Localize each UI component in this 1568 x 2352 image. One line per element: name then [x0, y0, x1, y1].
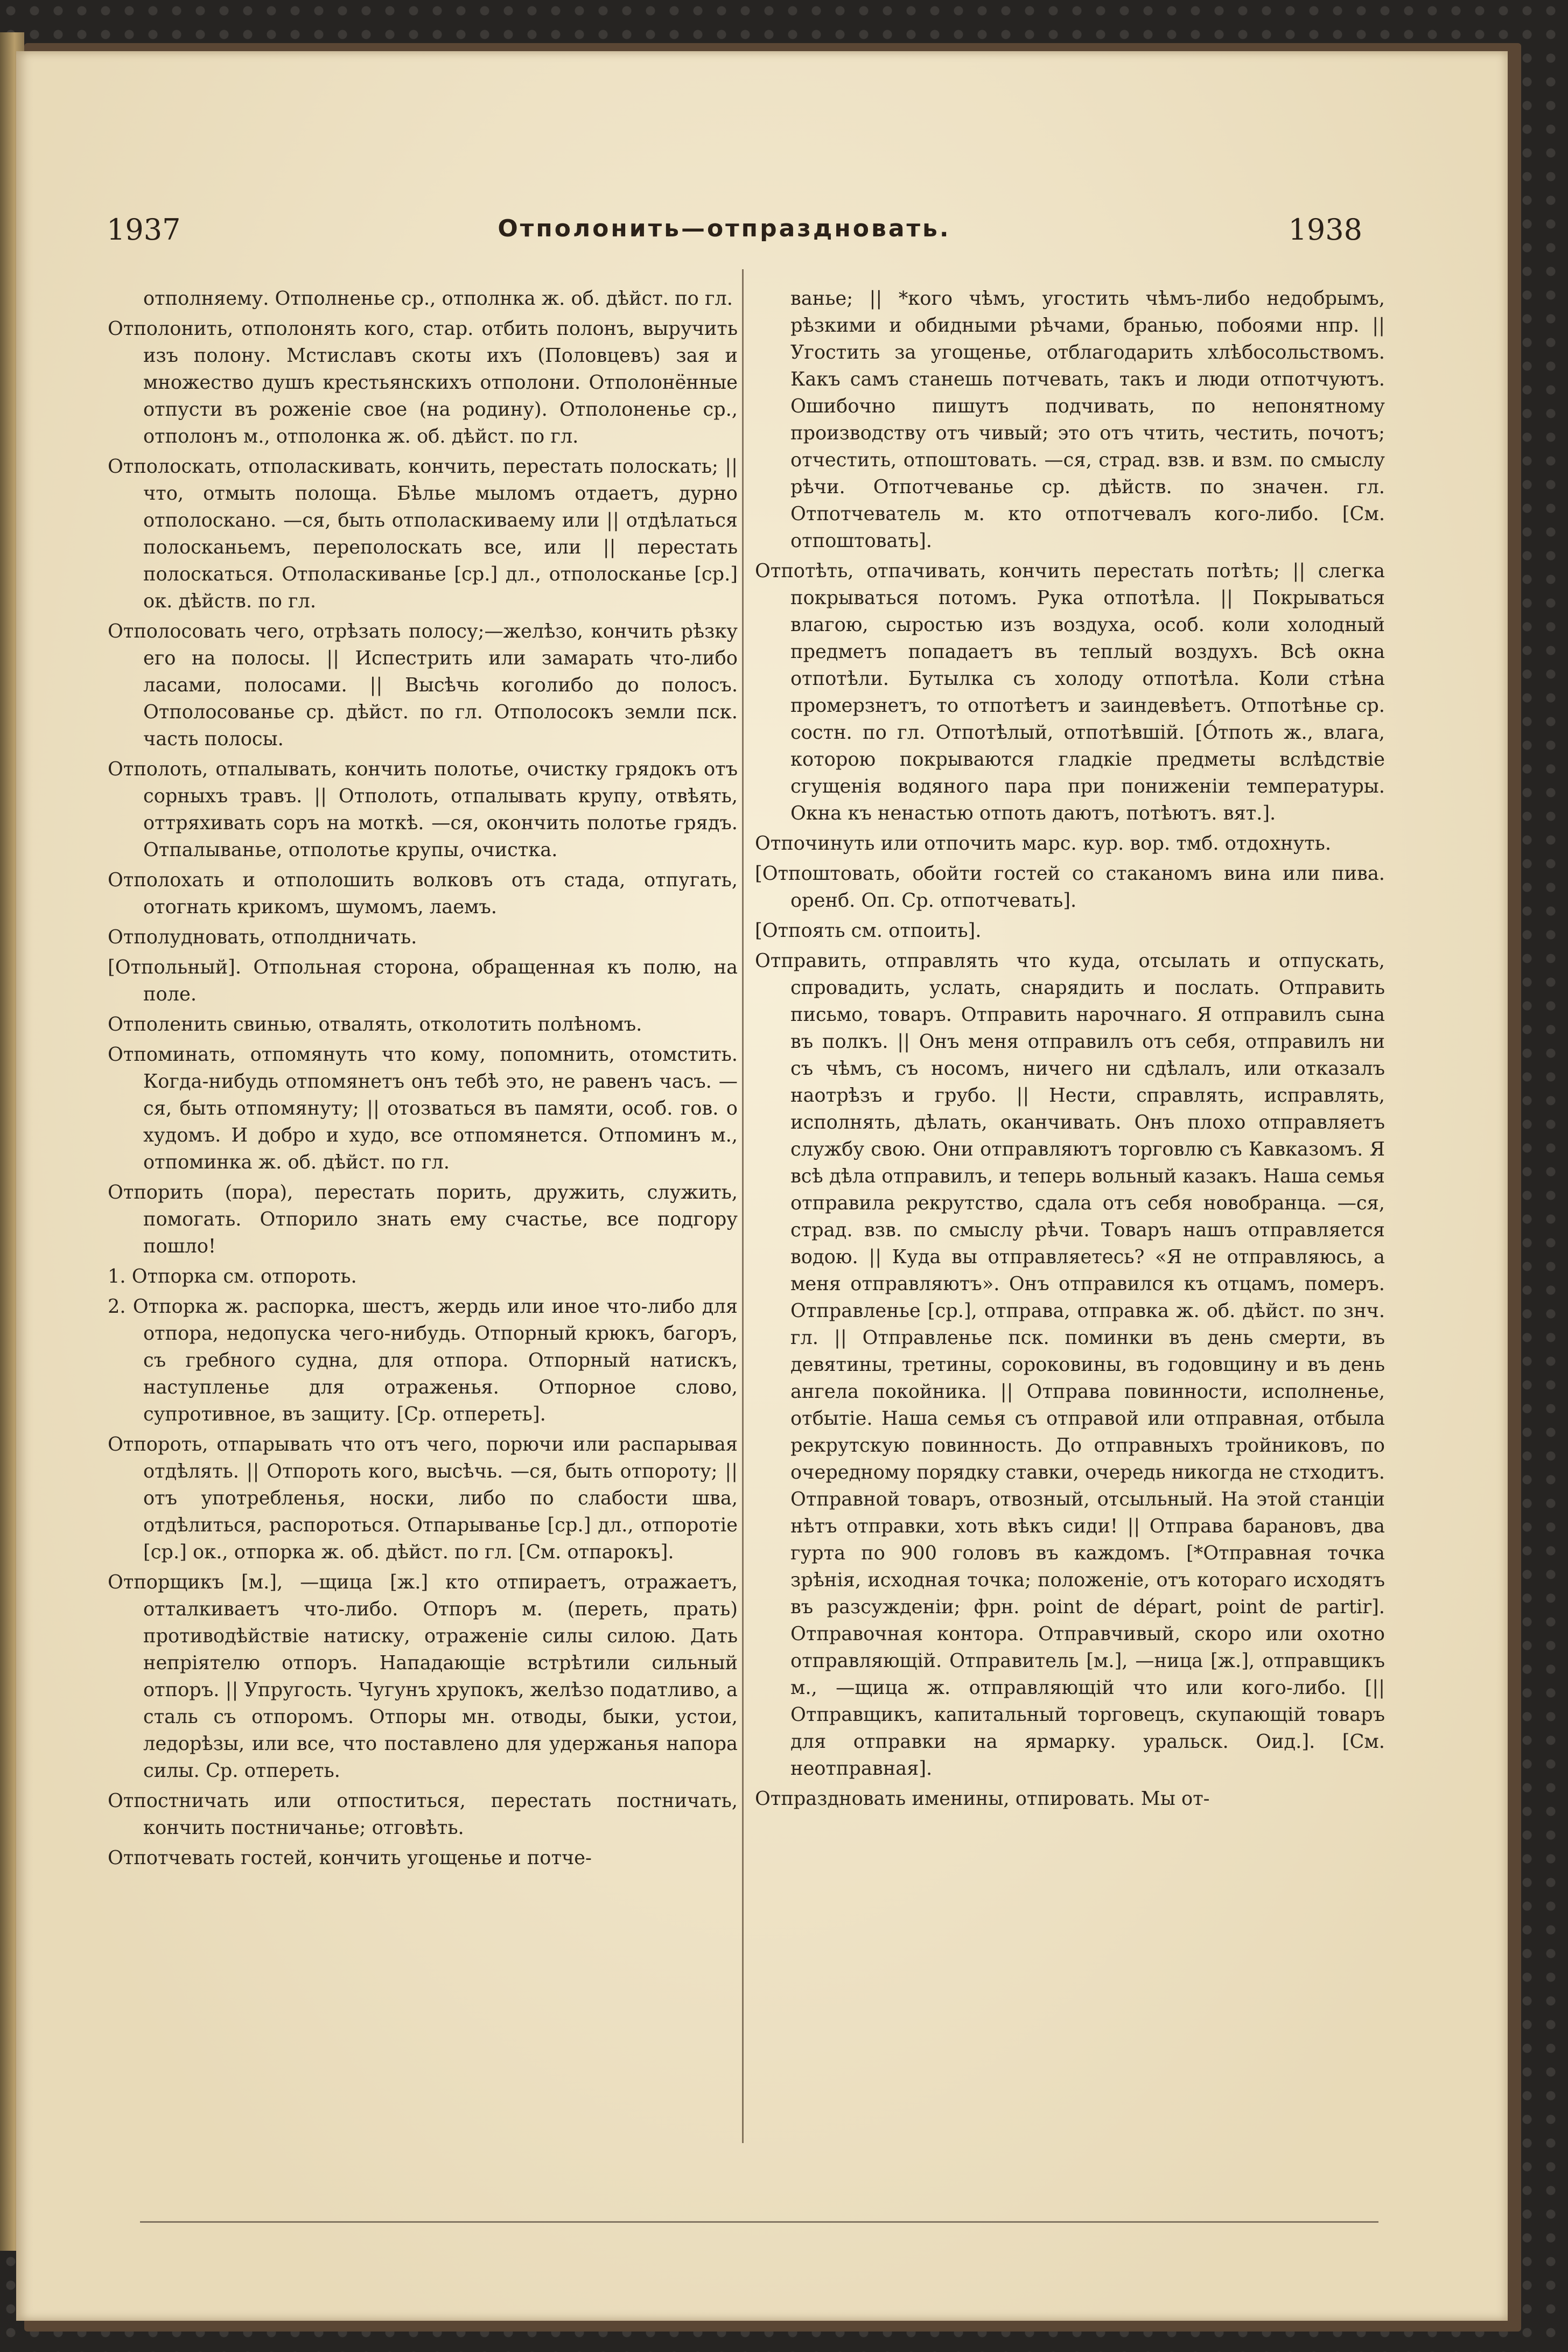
- dictionary-entry: Отпоминать, отпомянуть что кому, попомнить, отомстить. Когда-нибудь отпомянетъ онъ тебѣ это, не равенъ часъ. —ся, быть отпомянуту; || отозваться въ памяти, особ. гов. о худомъ. И добро и худо, все отпомянется. Отпоминъ м., отпоминка ж. об. дѣйст. по гл.: [108, 1044, 738, 1174]
- dictionary-entry: отполняему. Отполненье ср., отполнка ж. об. дѣйст. по гл.: [143, 288, 733, 310]
- dictionary-entry: Отполоть, отпалывать, кончить полотье, очистку грядокъ отъ сорныхъ травъ. || Отполоть, отпалывать крупу, отвѣять, оттряхивать соръ на моткѣ. —ся, окончить полотье грядъ. Отпалыванье, отполотье крупы, очистка.: [108, 758, 738, 862]
- dictionary-entry: Отпотчевать гостей, кончить угощенье и потче-: [108, 1847, 592, 1870]
- page-number-right: 1938: [1288, 213, 1362, 247]
- right-column: [755, 267, 1385, 2159]
- dictionary-entry: [Отпольный]. Отпольная сторона, обращенная къ полю, на поле.: [108, 956, 738, 1006]
- dictionary-entry: Отполосовать чего, отрѣзать полосу;—желѣзо, кончить рѣзку его на полосы. || Испестрить или замарать что-либо ласами, полосами. || Высѣчь коголибо до полосъ. Отполосованье ср. дѣйст. по гл. Отполосокъ земли пск. часть полосы.: [108, 620, 738, 751]
- dictionary-entry: [Отпоштовать, обойти гостей со стаканомъ вина или пива. оренб. Оп. Ср. отпотчевать].: [755, 863, 1385, 912]
- page-bottom-rule: [140, 2221, 1378, 2223]
- left-column: [108, 267, 738, 2159]
- dictionary-entry: Отправить, отправлять что куда, отсылать и отпускать, спровадить, услать, снарядить и послать. Отправить письмо, товаръ. Отправить нарочнаго. Я отправилъ сына въ полкъ. || Онъ меня отправилъ отъ себя, отправилъ ни съ чѣмъ, съ носомъ, ничего ни сдѣлалъ, или отказалъ наотрѣзъ и грубо. || Нести, справлять, исправлять, исполнять, дѣлать, оканчивать. Онъ плохо отправляетъ службу свою. Они отправляютъ торговлю съ Кавказомъ. Я всѣ дѣла отправилъ, и теперь вольный казакъ. Наша семья отправила рекрутство, сдала отъ себя новобранца. —ся, страд. взв. по смыслу рѣчи. Товаръ нашъ отправляется водою. || Куда вы отправляетесь? «Я не отправляюсь, а меня отправляютъ». Онъ отправился къ отцамъ, померъ. Отправленье [ср.], отправа, отправка ж. об. дѣйст. по знч. гл. || Отправленье пск. поминки въ день смерти, въ девятины, третины, сороковины, въ годовщину и въ день ангела покойника. || Отправа повинности, исполненье, отбытіе. Наша семья съ отправой или отправная, отбыла рекрутскую повинность. До отправныхъ тройниковъ, по очередному порядку ставки, очередь никогда не стходитъ. Отправной товаръ, отвозный, отсыльный. На этой станціи нѣтъ отправки, хоть вѣкъ сиди! || Отправа барановъ, два гурта по 900 головъ въ каждомъ. [*Отправная точка зрѣнія, исходная точка; положеніе, отъ котораго исходятъ въ разсужденіи; фрн. point de départ, point de partir]. Отправочная контора. Отправчивый, скоро или охотно отправляющій. Отправитель [м.], —ница [ж.], отправщикъ м., —щица ж. отправляющій что или кого-либо. [|| Отправщикъ, капитальный торговецъ, скупающій товаръ для отправки на ярмарку. уральск. Оид.]. [См. неотправная].: [755, 950, 1385, 1780]
- dictionary-entry: Отполохать и отполошить волковъ отъ стада, отпугать, отогнать крикомъ, шумомъ, лаемъ.: [108, 869, 738, 919]
- dictionary-entry: [Отпоять см. отпоить].: [755, 920, 982, 942]
- dictionary-entry: Отпорщикъ [м.], —щица [ж.] кто отпираетъ, отражаетъ, отталкиваетъ что-либо. Отпоръ м. (переть, прать) противодѣйствіе натиску, отраженіе силы силою. Дать непріятелю отпоръ. Нападающіе встрѣтили сильный отпоръ. || Упругость. Чугунъ хрупокъ, желѣзо податливо, а сталь съ отпоромъ. Отпоры мн. отводы, быки, устои, ледорѣзы, или все, что поставлено для удержанья напора силы. Ср. отпереть.: [108, 1571, 738, 1782]
- dictionary-entry: 2. Отпорка ж. распорка, шестъ, жердь или иное что-либо для отпора, недопуска чего-нибудь. Отпорный крюкъ, багоръ, съ гребного судна, для отпора. Отпорный натискъ, наступленье для отраженья. Отпорное слово, супротивное, въ защиту. [Ср. отпереть].: [108, 1296, 738, 1426]
- page-header: [86, 213, 1362, 250]
- dictionary-entry: Отполонить, отполонять кого, стар. отбить полонъ, выручить изъ полону. Мстиславъ скоты ихъ (Половцевъ) зая и множество душъ крестьянскихъ отполони. Отполонённые отпусти въ роженіе свое (на родину). Отполоненье ср., отполонъ м., отполонка ж. об. дѣйст. по гл.: [108, 318, 738, 448]
- dictionary-entry: Отполенить свинью, отвалять, отколотить полѣномъ.: [108, 1013, 642, 1036]
- column-divider: [742, 269, 744, 2143]
- dictionary-entry: Отполоскать, отполаскивать, кончить, перестать полоскать; || что, отмыть полоща. Бѣлье мыломъ отдаетъ, дурно отполоскано. —ся, быть отполаскиваему или || отдѣлаться полосканьемъ, переполоскать все, или || перестать полоскаться. Отполаскиванье [ср.] дл., отполосканье [ср.] ок. дѣйств. по гл.: [108, 456, 738, 613]
- dictionary-entry: Отпраздновать именины, отпировать. Мы от-: [755, 1788, 1210, 1810]
- dictionary-entry: Отполудновать, отполдничать.: [108, 926, 417, 949]
- dictionary-entry: Отпороть, отпарывать что отъ чего, порючи или распарывая отдѣлять. || Отпороть кого, высѣчь. —ся, быть отпороту; || отъ употребленья, носки, либо по слабости шва, отдѣлиться, распороться. Отпарыванье [ср.] дл., отпоротіе [ср.] ок., отпорка ж. об. дѣйст. по гл. [См. отпарокъ].: [108, 1433, 738, 1564]
- dictionary-entry: 1. Отпорка см. отпороть.: [108, 1265, 357, 1288]
- page-number-left: 1937: [107, 213, 181, 247]
- dictionary-entry: Отпотѣть, отпачивать, кончить перестать потѣть; || слегка покрываться потомъ. Рука отпотѣла. || Покрываться влагою, сыростью изъ воздуха, особ. коли холодный предметъ попадаетъ въ теплый воздухъ. Всѣ окна отпотѣли. Бутылка съ холоду отпотѣла. Коли стѣна промерзнетъ, то отпотѣетъ и заиндевѣетъ. Отпотѣнье ср. состн. по гл. Отпотѣлый, отпотѣвшій. [О́тпоть ж., влага, которою покрываются гладкіе предметы вслѣдствіе сгущенія водяного пара при пониженіи температуры. Окна къ ненастью отпоть даютъ, потѣютъ. вят.].: [755, 560, 1385, 825]
- dictionary-entry: Отпорить (пора), перестать порить, дружить, служить, помогать. Отпорило знать ему счастье, все подгору пошло!: [108, 1181, 738, 1258]
- dictionary-entry: ванье; || *кого чѣмъ, угостить чѣмъ-либо недобрымъ, рѣзкими и обидными рѣчами, бранью, побоями нпр. || Угостить за угощенье, отблагодарить хлѣбосольствомъ. Какъ самъ станешь потчевать, такъ и люди отпотчуютъ. Ошибочно пишутъ подчивать, по непонятному производству отъ чивый; это отъ чтить, честить, почотъ; отчестить, отпоштовать. —ся, страд. взв. и взм. по смыслу рѣчи. Отпотчеванье ср. дѣйств. по значен. гл. Отпотчеватель м. кто отпотчевалъ кого-либо. [См. отпоштовать].: [790, 288, 1385, 552]
- dictionary-entry: Отпостничать или отпоститься, перестать постничать, кончить постничанье; отговѣть.: [108, 1790, 738, 1839]
- dictionary-entry: Отпочинуть или отпочить марс. кур. вор. тмб. отдохнуть.: [755, 832, 1332, 855]
- running-title: Отполонить—отпраздновать.: [498, 215, 951, 242]
